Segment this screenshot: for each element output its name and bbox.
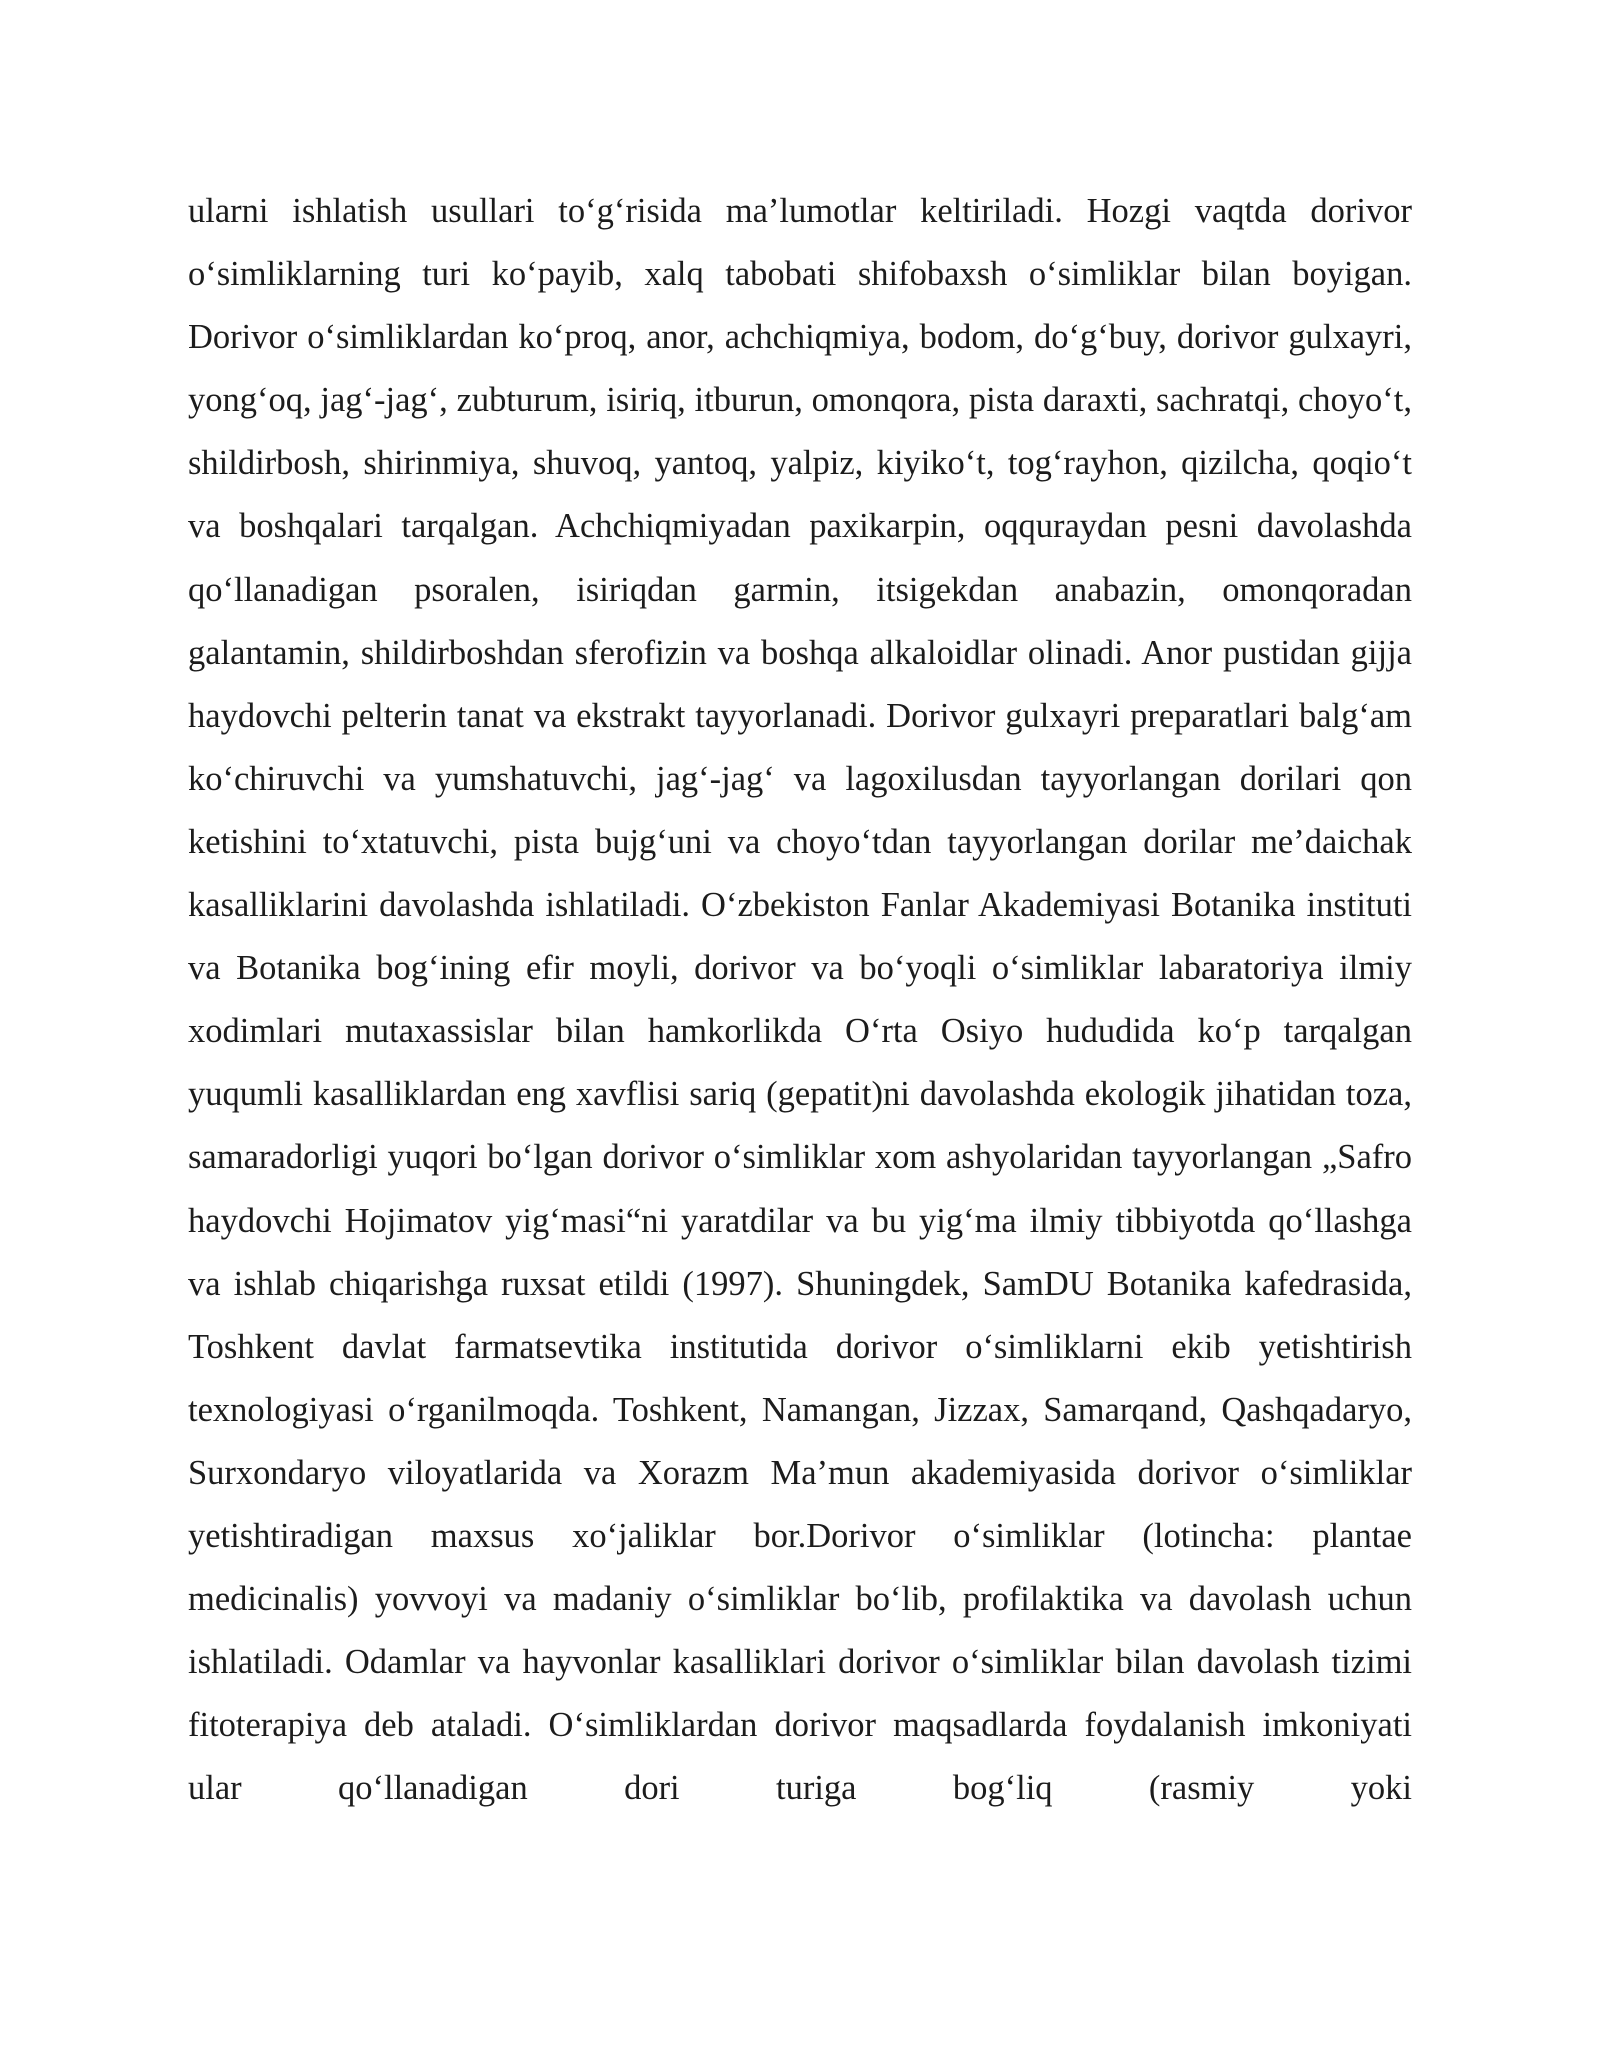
body-paragraph: ularni ishlatish usullari to‘g‘risida ma’lumotlar keltiriladi. Hozgi vaqtda dorivor o‘simliklarning turi ko‘payib, xalq tabobati shifobaxsh o‘simliklar bilan boyigan. Dorivor o‘simliklardan ko‘proq, anor, achchiqmiya, bodom, do‘g‘buy, dorivor gulxayri, yong‘oq, jag‘-jag‘, zubturum, isiriq, itburun, omonqora, pista daraxti, sachratqi, choyo‘t, shildirbosh, shirinmiya, shuvoq, yantoq, yalpiz, kiyiko‘t, tog‘rayhon, qizilcha, qoqio‘t va boshqalari tarqalgan. Achchiqmiyadan paxikarpin, oqquraydan pesni davolashda qo‘llanadigan psoralen, isiriqdan garmin, itsigekdan anabazin, omonqoradan galantamin, shildirboshdan sferofizin va boshqa alkaloidlar olinadi. Anor pustidan gijja haydovchi pelterin tanat va ekstrakt tayyorlanadi. Dorivor gulxayri preparatlari balg‘am ko‘chiruvchi va yumshatuvchi, jag‘-jag‘ va lagoxilusdan tayyorlangan dorilari qon ketishini to‘xtatuvchi, pista bujg‘uni va choyo‘tdan tayyorlangan dorilar me’daichak kasalliklarini davolashda ishlatiladi. O‘zbekiston Fanlar Akademiyasi Botanika instituti va Botanika bog‘ining efir moyli, dorivor va bo‘yoqli o‘simliklar labaratoriya ilmiy xodimlari mutaxassislar bilan hamkorlikda O‘rta Osiyo hududida ko‘p tarqalgan yuqumli kasalliklardan eng xavflisi sariq (gepatit)ni davolashda ekologik jihatidan toza, samaradorligi yuqori bo‘lgan dorivor o‘simliklar xom ashyolaridan tayyorlangan „Safro haydovchi Hojimatov yig‘masi“ni yaratdilar va bu yig‘ma ilmiy tibbiyotda qo‘llashga va ishlab chiqarishga ruxsat etildi (1997). Shuningdek, SamDU Botanika kafedrasida, Toshkent davlat farmatsevtika institutida dorivor o‘simliklarni ekib yetishtirish texnologiyasi o‘rganilmoqda. Toshkent, Namangan, Jizzax, Samarqand, Qashqadaryo, Surxondaryo viloyatlarida va Xorazm Ma’mun akademiyasida dorivor o‘simliklar yetishtiradigan maxsus xo‘jaliklar bor.Dorivor o‘simliklar (lotincha: plantae medicinalis) yovvoyi va madaniy o‘simliklar bo‘lib, profilaktika va davolash uchun ishlatiladi. Odamlar va hayvonlar kasalliklari dorivor o‘simliklar bilan davolash tizimi fitoterapiya deb ataladi. O‘simliklardan dorivor maqsadlarda foydalanish imkoniyati ular qo‘llanadigan dori turiga bog‘liq (rasmiy yoki <box>188 192 1412 1808</box>
